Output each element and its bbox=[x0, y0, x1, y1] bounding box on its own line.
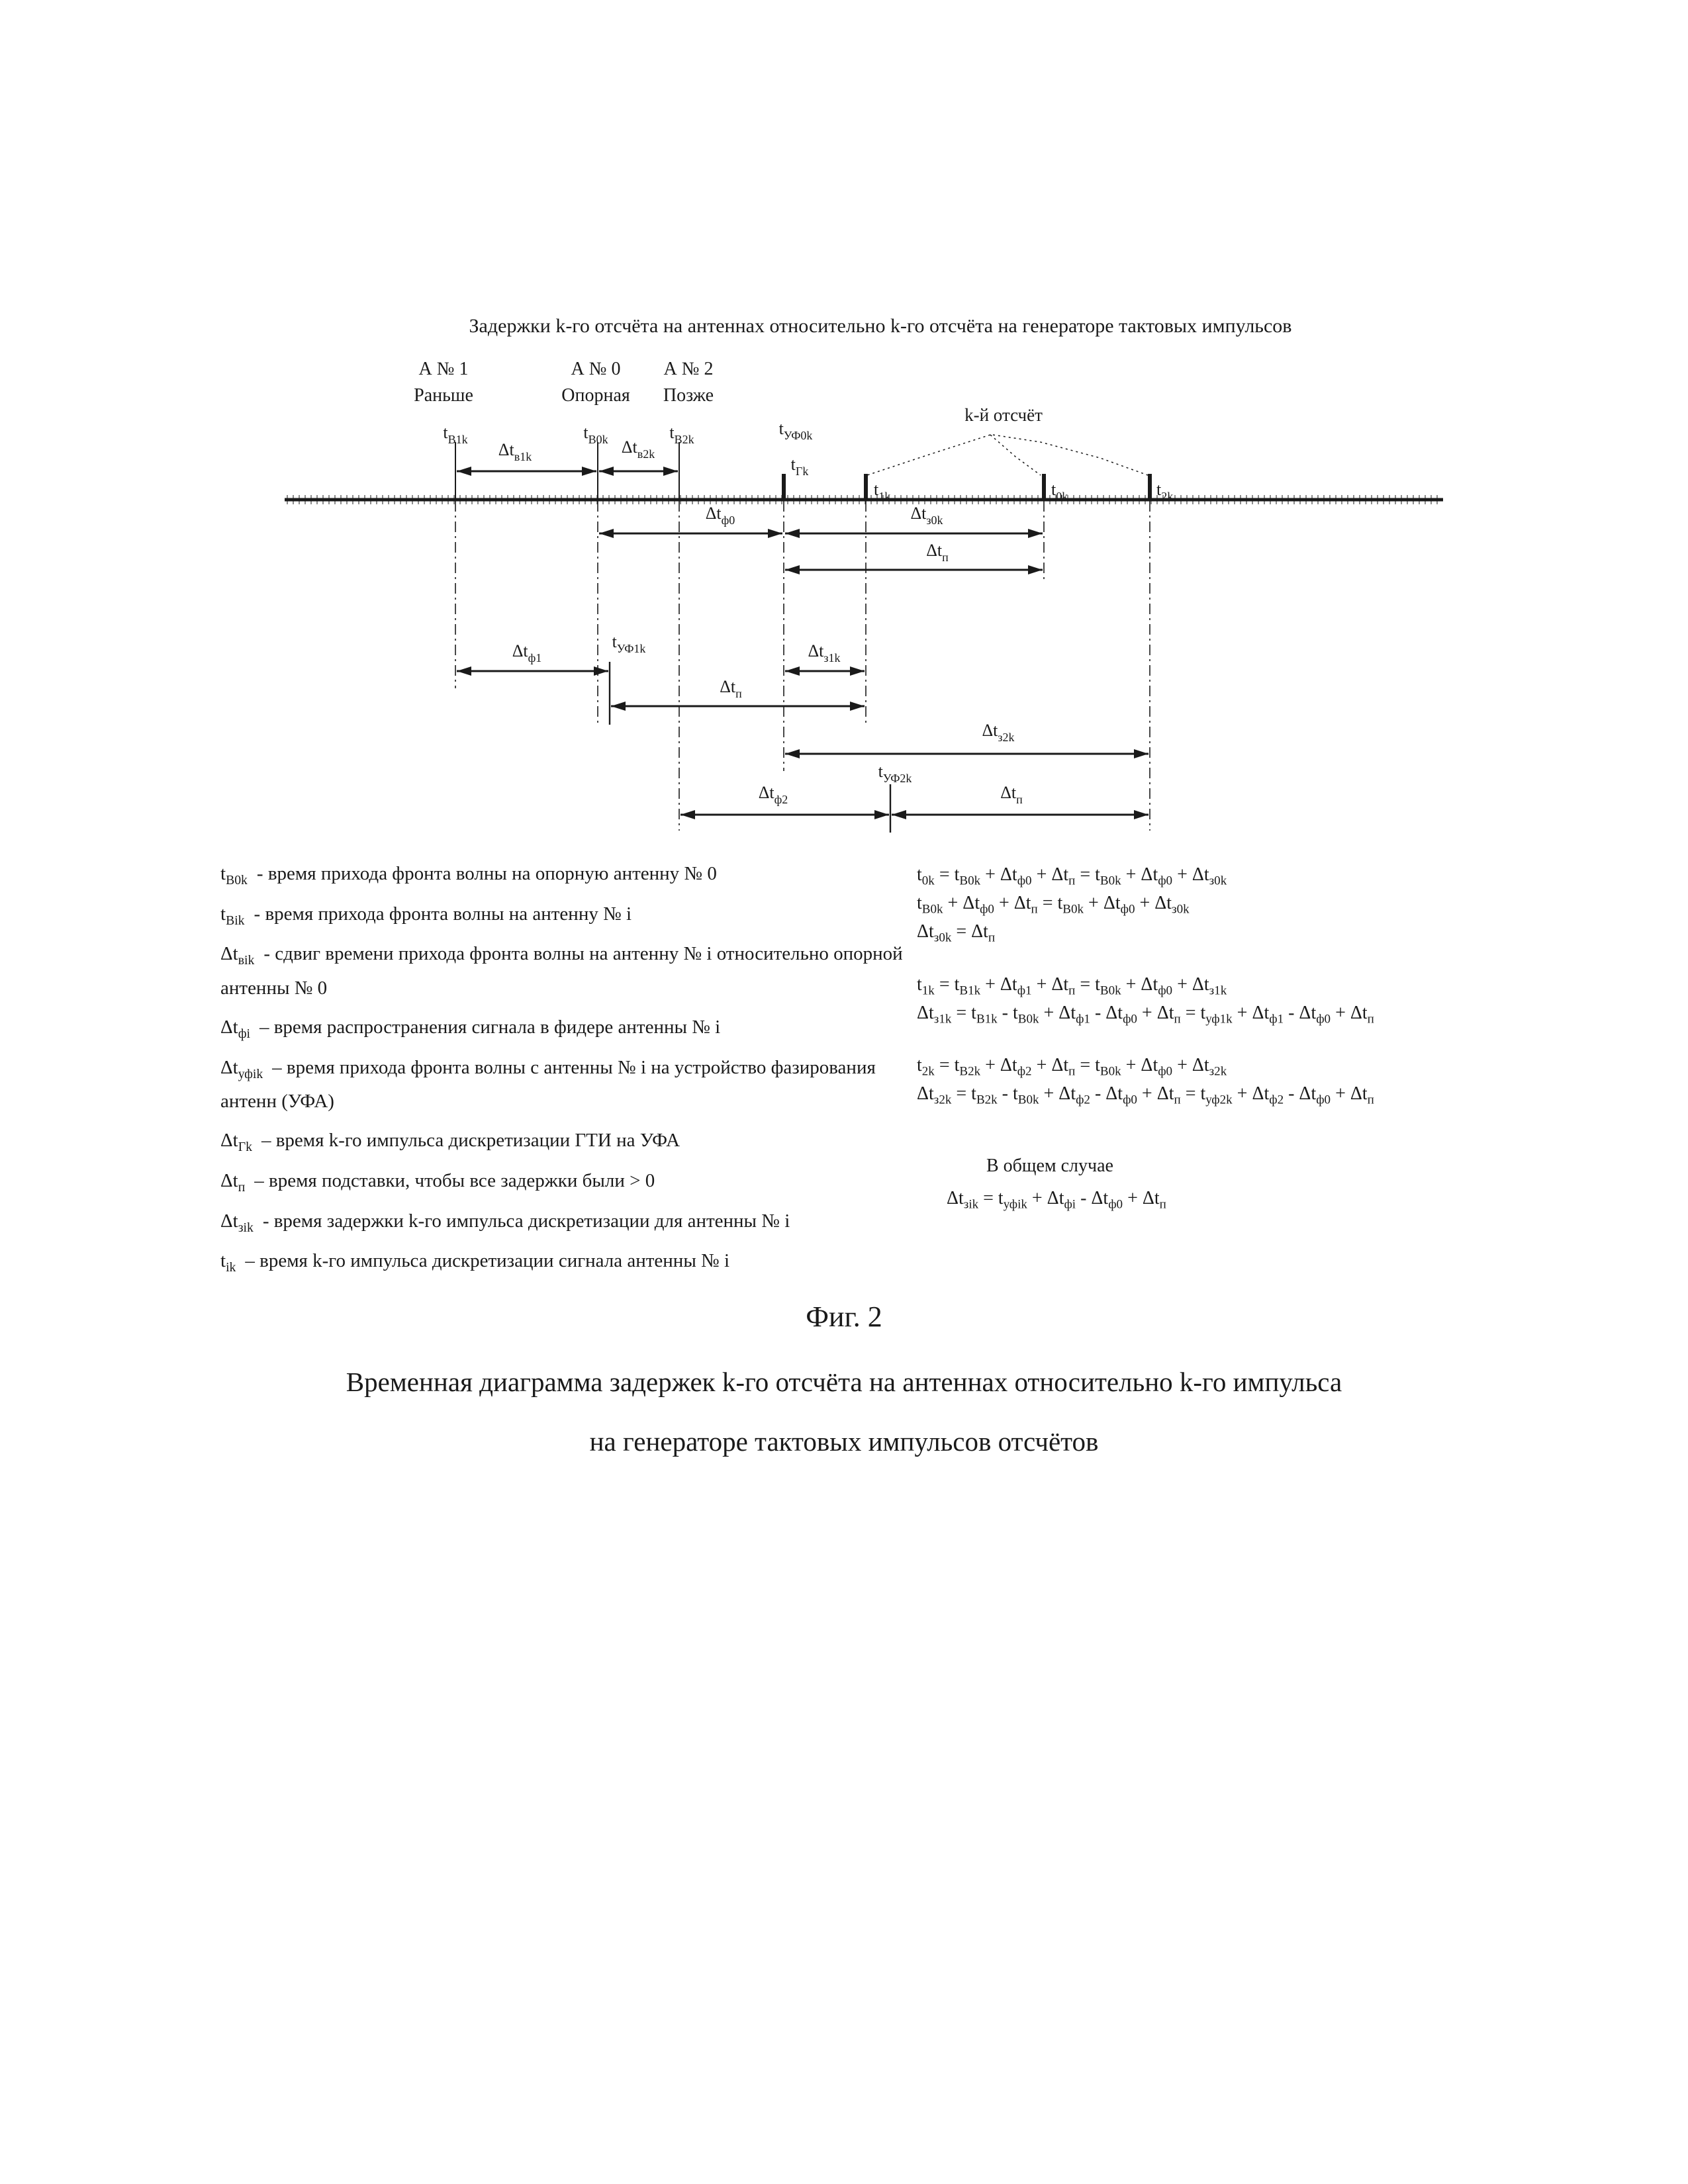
k-sample-label: k-й отсчёт bbox=[964, 405, 1043, 425]
legend-symbol: $\Delta t_{фi}$ bbox=[220, 1016, 250, 1041]
legend-item bbox=[220, 1245, 915, 1279]
legend-item bbox=[220, 1011, 915, 1046]
timing-diagram bbox=[252, 351, 1489, 854]
dimension-label: $\Delta t_{в2k}$ bbox=[621, 437, 655, 461]
legend-text: – время прихода фронта волны с антенны № i на устройство фазирования антенн (УФА) bbox=[220, 1056, 876, 1113]
formula-line: $\Delta t_{з1k} = t_{В1k} - t_{В0k} + \Delta t_{ф1} - \Delta t_{ф0} + \Delta t_п = t_{уф1k} + \Delta t_{ф1} - \Delta t_{ф0} + \Delta t_п$ bbox=[917, 1002, 1374, 1026]
formula-line: $t_{В0k} + \Delta t_{ф0} + \Delta t_п = t_{В0k} + \Delta t_{ф0} + \Delta t_{з0k}$ bbox=[917, 893, 1190, 917]
figure-caption-line2: на генераторе тактовых импульсов отсчётов bbox=[589, 1426, 1099, 1457]
legend-text: - время задержки k-го импульса дискретизации для антенны № i bbox=[262, 1210, 790, 1232]
time-mark-label: $t_{1k}$ bbox=[874, 480, 891, 503]
dimension-label: $\Delta t_{з1k}$ bbox=[808, 641, 841, 664]
figure-label: Фиг. 2 bbox=[806, 1300, 882, 1333]
legend-item bbox=[220, 898, 915, 933]
legend-item bbox=[220, 1124, 915, 1159]
legend-text: – время распространения сигнала в фидере антенны № i bbox=[259, 1016, 721, 1038]
legend-symbol: $t_{Вik}$ bbox=[220, 903, 245, 928]
time-mark-label: $t_{УФ0k}$ bbox=[778, 419, 813, 442]
formula-line: $\Delta t_{з2k} = t_{В2k} - t_{В0k} + \Delta t_{ф2} - \Delta t_{ф0} + \Delta t_п = t_{уф2k} + \Delta t_{ф2} - \Delta t_{ф0} + \Delta t_п$ bbox=[917, 1083, 1374, 1107]
time-mark-label: $t_{УФ2k}$ bbox=[878, 762, 912, 785]
legend-symbol: $\Delta t_{уфik}$ bbox=[220, 1056, 263, 1081]
legend-text: – время подставки, чтобы все задержки были > 0 bbox=[254, 1169, 655, 1191]
dimension-label: $\Delta t_{ф0}$ bbox=[705, 504, 735, 527]
legend-text: - время прихода фронта волны на опорную антенну № 0 bbox=[256, 863, 717, 884]
legend-symbol: $\Delta t_п$ bbox=[220, 1169, 246, 1195]
dimension-label: $\Delta t_{ф1}$ bbox=[512, 641, 542, 664]
time-mark-label: $t_{В0k}$ bbox=[583, 423, 608, 446]
legend-symbol: $\Delta t_{зik}$ bbox=[220, 1210, 254, 1235]
legend-symbol: $\Delta t_{вik}$ bbox=[220, 943, 255, 968]
formula-line: $t_{1k} = t_{В1k} + \Delta t_{ф1} + \Delta t_п = t_{В0k} + \Delta t_{ф0} + \Delta t_{з1k}$ bbox=[917, 974, 1227, 998]
time-mark-label: $t_{0k}$ bbox=[1051, 480, 1068, 503]
formula-line: $\Delta t_{з0k} = \Delta t_п$ bbox=[917, 921, 996, 945]
dimension-label: $\Delta t_п$ bbox=[1000, 783, 1023, 806]
time-mark-label: $t_{2k}$ bbox=[1156, 480, 1174, 503]
diagram-title: Задержки k-го отсчёта на антеннах относительно k-го отсчёта на генераторе тактовых импульсов bbox=[469, 315, 1292, 337]
general-case-formula: $\Delta t_{зik} = t_{уфik} + \Delta t_{фi} - \Delta t_{ф0} + \Delta t_п$ bbox=[947, 1188, 1166, 1212]
k-sample-pointer bbox=[867, 435, 990, 475]
legend-symbol: $\Delta t_{Гk}$ bbox=[220, 1130, 252, 1155]
legend-item bbox=[220, 1205, 915, 1240]
formula-block bbox=[917, 972, 1685, 1028]
dimension-label: $\Delta t_{в1k}$ bbox=[498, 440, 532, 463]
time-mark-label: $t_{УФ1k}$ bbox=[612, 632, 646, 655]
legend-symbol: $t_{В0k}$ bbox=[220, 863, 248, 887]
legend-symbol: $t_{ik}$ bbox=[220, 1250, 236, 1275]
antenna-header-timing: Опорная bbox=[561, 385, 630, 406]
legend-item bbox=[220, 1052, 915, 1119]
formula-line: $t_{2k} = t_{В2k} + \Delta t_{ф2} + \Delta t_п = t_{В0k} + \Delta t_{ф0} + \Delta t_{з2k}$ bbox=[917, 1055, 1227, 1079]
time-mark-label: $t_{Гk}$ bbox=[790, 455, 809, 478]
time-mark-label: $t_{В1k}$ bbox=[443, 423, 468, 446]
dimension-label: $\Delta t_п$ bbox=[926, 541, 949, 564]
antenna-header-timing: Позже bbox=[663, 385, 714, 406]
dimension-label: $\Delta t_п$ bbox=[720, 677, 742, 700]
legend-item bbox=[220, 938, 915, 1005]
antenna-header-name: А № 1 bbox=[418, 359, 469, 379]
dimension-label: $\Delta t_{ф2}$ bbox=[758, 783, 788, 806]
antenna-header-name: А № 0 bbox=[571, 359, 621, 379]
formula-line: $t_{0k} = t_{В0k} + \Delta t_{ф0} + \Delta t_п = t_{В0k} + \Delta t_{ф0} + \Delta t_{з0k}$ bbox=[917, 864, 1227, 888]
legend-item bbox=[220, 858, 915, 892]
legend-text: - время прихода фронта волны на антенну № i bbox=[254, 903, 632, 925]
formula-block bbox=[917, 862, 1685, 948]
legend-text: – время k-го импульса дискретизации ГТИ на УФА bbox=[261, 1130, 680, 1152]
formula-block bbox=[917, 1052, 1685, 1109]
dimension-label: $\Delta t_{з0k}$ bbox=[910, 504, 943, 527]
general-case-heading: В общем случае bbox=[986, 1156, 1113, 1177]
legend-text: - сдвиг времени прихода фронта волны на антенну № i относительно опорной антенны № 0 bbox=[220, 943, 903, 999]
antenna-header-timing: Раньше bbox=[414, 385, 473, 406]
legend-item bbox=[220, 1165, 915, 1199]
k-sample-pointer bbox=[993, 435, 1148, 475]
legend bbox=[220, 858, 915, 1285]
dimension-label: $\Delta t_{з2k}$ bbox=[982, 721, 1015, 744]
time-mark-label: $t_{В2k}$ bbox=[669, 423, 694, 446]
legend-text: – время k-го импульса дискретизации сигнала антенны № i bbox=[245, 1250, 730, 1272]
figure-caption-line1: Временная диаграмма задержек k-го отсчёта на антеннах относительно k-го импульса bbox=[346, 1367, 1342, 1397]
k-sample-pointer bbox=[990, 435, 1041, 475]
antenna-header-name: А № 2 bbox=[663, 359, 714, 379]
formulas bbox=[917, 862, 1685, 1214]
